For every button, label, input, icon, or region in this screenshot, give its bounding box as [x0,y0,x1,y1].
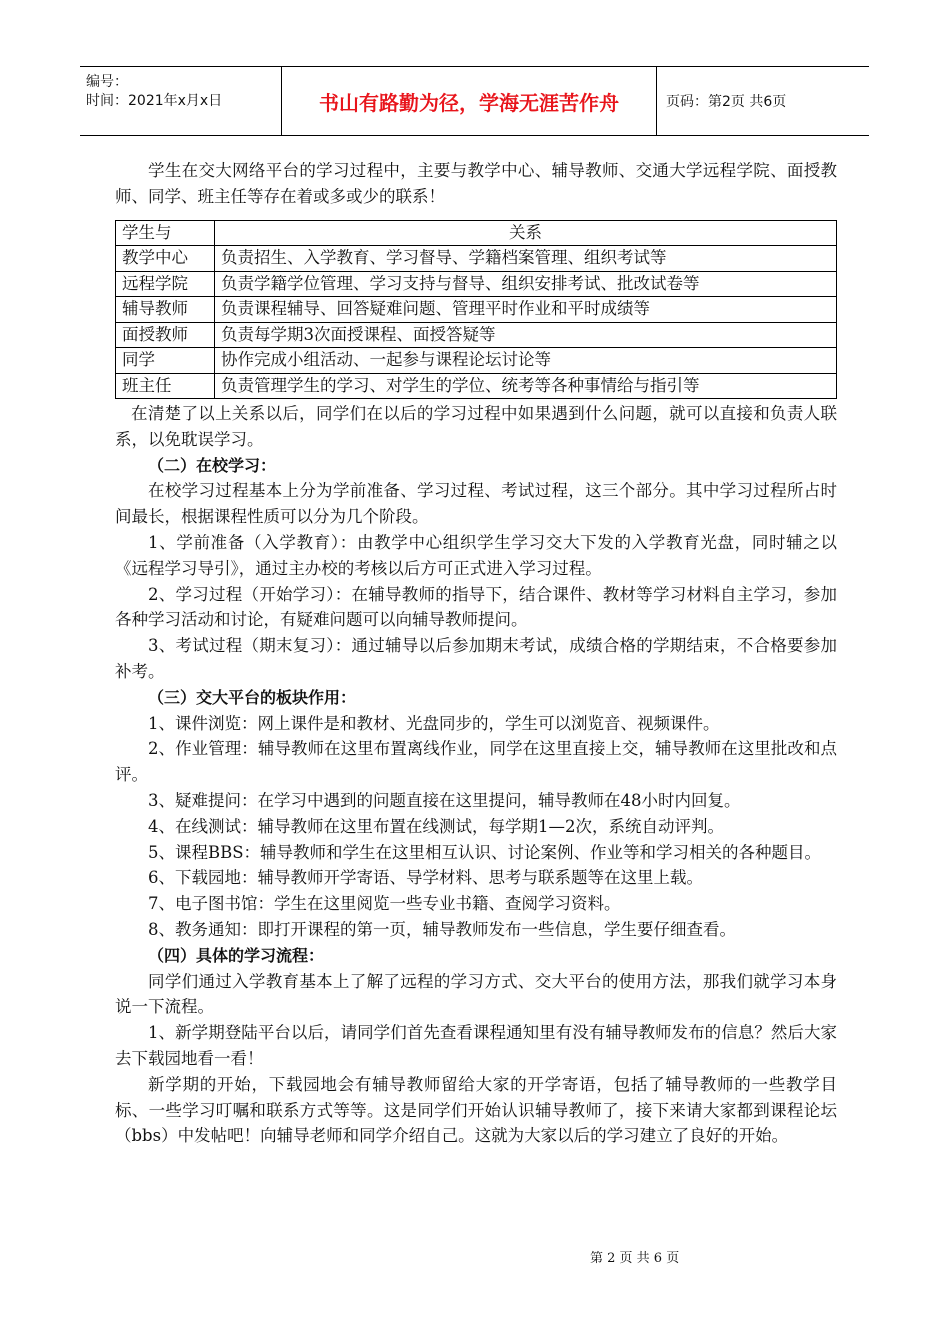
section-3-item: 4、在线测试：辅导教师在这里布置在线测试，每学期1—2次，系统自动评判。 [148,816,724,836]
section-3-item: 1、课件浏览：网上课件是和教材、光盘同步的，学生可以浏览音、视频课件。 [148,713,720,733]
section-4-paragraph: 新学期的开始，下载园地会有辅导教师留给大家的开学寄语，包括了辅导教师的一些教学目标、一些学习叮嘱和联系方式等等。这是同学们开始认识辅导教师了，接下来请大家都到课程论坛（bbs）中发帖吧！向辅导老师和同学介绍自己。这就为大家以后的学习建立了良好的开始。 [115,1074,837,1146]
section-3-item: 6、下载园地：辅导教师开学寄语、导学材料、思考与联系题等在这里上载。 [148,868,703,888]
table-header-left: 学生与 [116,220,215,246]
table-row [116,322,837,348]
header-motto: 书山有路勤为径，学海无涯苦作舟 [282,67,657,135]
table-header-row [116,220,837,246]
table-cell-key: 远程学院 [116,271,215,297]
table-row [116,246,837,272]
table-cell-key: 面授教师 [116,322,215,348]
relations-table [115,220,837,400]
table-header-right: 关系 [215,220,837,246]
number-label: 编号： [86,74,128,90]
section-2-paragraph: 3、考试过程（期末复习）：通过辅导以后参加期末考试，成绩合格的学期结束，不合格要参加补考。 [115,636,837,682]
section-4-paragraph: 同学们通过入学教育基本上了解了远程的学习方式、交大平台的使用方法，那我们就学习本身说一下流程。 [115,971,837,1017]
table-row [116,297,837,323]
intro-paragraph: 学生在交大网络平台的学习过程中，主要与教学中心、辅导教师、交通大学远程学院、面授教师、同学、班主任等存在着或多或少的联系！ [115,161,837,206]
after-table-paragraph: 在清楚了以上关系以后，同学们在以后的学习过程中如果遇到什么问题，就可以直接和负责人联系，以免耽误学习。 [115,404,837,449]
section-3-item: 2、作业管理：辅导教师在这里布置离线作业，同学在这里直接上交，辅导教师在这里批改和点评。 [115,739,837,785]
section-2-title: （二）在校学习： [148,455,277,475]
section-3-item: 7、电子图书馆：学生在这里阅览一些专业书籍、查阅学习资料。 [148,894,621,914]
table-cell-key: 班主任 [116,373,215,399]
table-cell-key: 教学中心 [116,246,215,272]
header-meta [80,67,282,135]
section-2-paragraph: 在校学习过程基本上分为学前准备、学习过程、考试过程，这三个部分。其中学习过程所占时间最长，根据课程性质可以分为几个阶段。 [115,481,837,527]
table-cell-value: 协作完成小组活动、一起参与课程论坛讨论等 [215,348,837,374]
section-4-title: （四）具体的学习流程： [148,945,325,965]
table-cell-key: 辅导教师 [116,297,215,323]
table-cell-value: 负责管理学生的学习、对学生的学位、统考等各种事情给与指引等 [215,373,837,399]
table-row [116,271,837,297]
section-3-title: （三）交大平台的板块作用： [148,687,357,707]
section-3-item: 8、教务通知：即打开课程的第一页，辅导教师发布一些信息，学生要仔细查看。 [148,920,736,940]
page-header [80,66,869,136]
table-row [116,348,837,374]
table-row [116,373,837,399]
section-2-paragraph: 1、学前准备（入学教育）：由教学中心组织学生学习交大下发的入学教育光盘，同时辅之以《远程学习导引》，通过主办校的考核以后方可正式进入学习过程。 [115,533,837,578]
section-4-paragraph: 1、新学期登陆平台以后，请同学们首先查看课程通知里有没有辅导教师发布的信息？然后大家去下载园地看一看！ [115,1023,837,1069]
table-cell-key: 同学 [116,348,215,374]
section-3-item: 3、疑难提问：在学习中遇到的问题直接在这里提问，辅导教师在48小时内回复。 [148,791,741,811]
table-cell-value: 负责每学期3次面授课程、面授答疑等 [215,322,837,348]
page-footer: 第 2 页 共 6 页 [590,1251,680,1266]
section-2-paragraph: 2、学习过程（开始学习）：在辅导教师的指导下，结合课件、教材等学习材料自主学习，参加各种学习活动和讨论，有疑难问题可以向辅导教师提问。 [115,584,837,630]
table-cell-value: 负责学籍学位管理、学习支持与督导、组织安排考试、批改试卷等 [215,271,837,297]
table-cell-value: 负责招生、入学教育、学习督导、学籍档案管理、组织考试等 [215,246,837,272]
section-3-item: 5、课程BBS：辅导教师和学生在这里相互认识、讨论案例、作业等和学习相关的各种题目。 [148,842,822,862]
table-cell-value: 负责课程辅导、回答疑难问题、管理平时作业和平时成绩等 [215,297,837,323]
document-body [115,158,837,1149]
header-page-label: 页码：第2页 共6页 [666,94,787,110]
date-label: 时间：2021年x月x日 [86,93,223,109]
